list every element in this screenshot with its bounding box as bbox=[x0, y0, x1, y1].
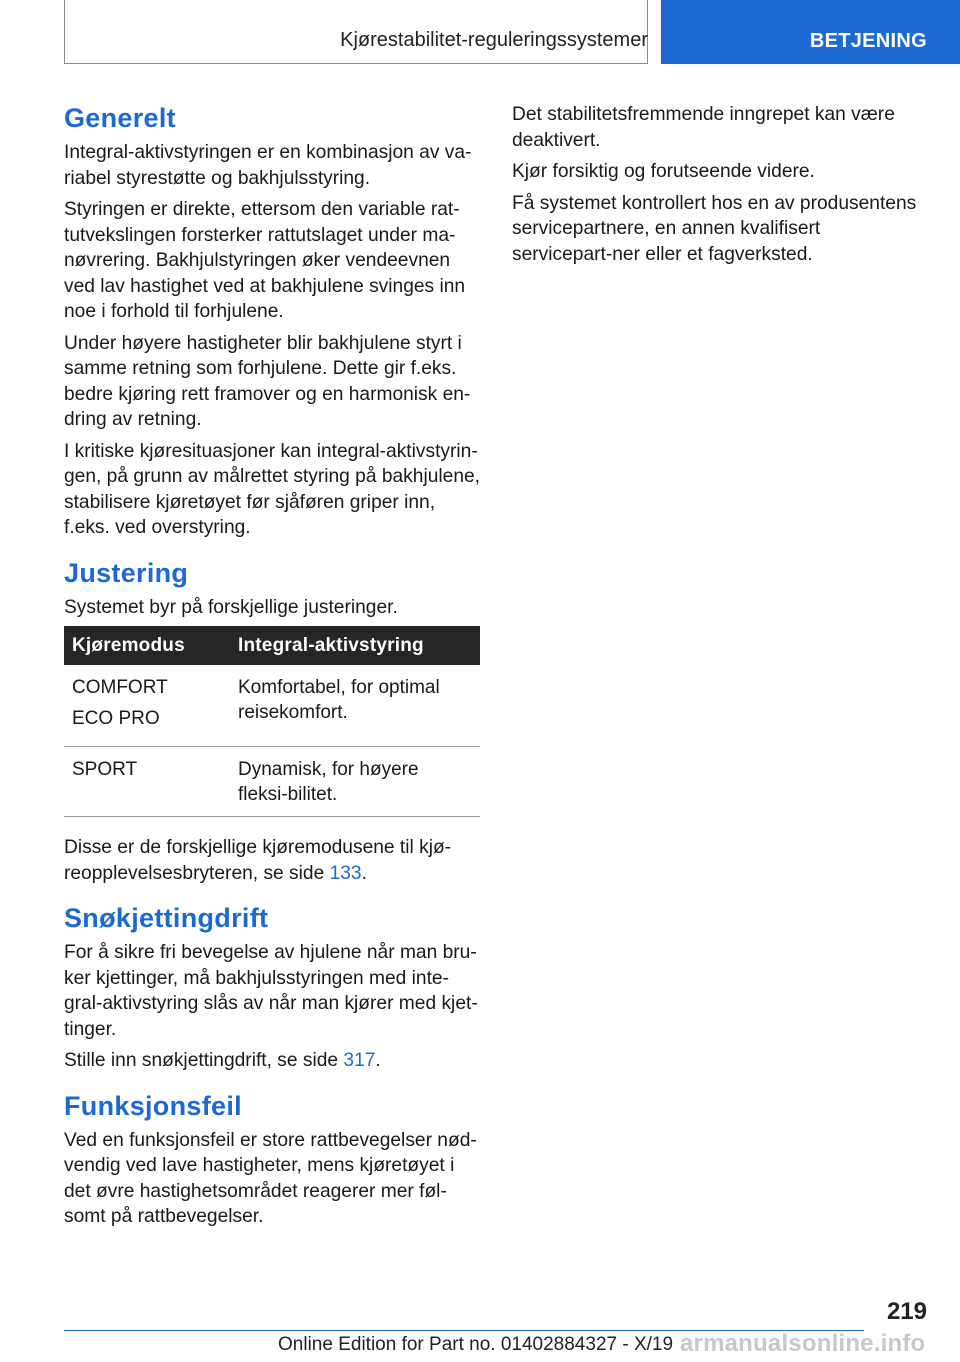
paragraph bbox=[64, 1048, 482, 1074]
mode-eco-pro: ECO PRO bbox=[72, 708, 160, 729]
heading-snokjetting: Snøkjettingdrift bbox=[64, 903, 269, 933]
left-column bbox=[64, 100, 482, 1244]
table-cell-value: Komfortabel, for optimal reisekomfort. bbox=[230, 665, 480, 747]
paragraph: Få systemet kontrollert hos en av produsentens servicepartnere, en annen kvalifisert servicepart-ner eller et fagverksted. bbox=[512, 192, 917, 265]
paragraph: Ved en funksjonsfeil er store rattbevegelser nød-vendig ved lave hastigheter, mens kjøretøyet i det øvre hastighetsområdet reagerer mer føl-somt på rattbevegelser. bbox=[64, 1129, 477, 1227]
paragraph: Systemet byr på forskjellige justeringer. bbox=[64, 596, 398, 618]
section-snokjetting bbox=[64, 900, 482, 1074]
heading-generelt: Generelt bbox=[64, 103, 176, 133]
watermark: armanualsonline.info bbox=[680, 1330, 926, 1357]
heading-funksjonsfeil: Funksjonsfeil bbox=[64, 1090, 242, 1121]
heading-justering: Justering bbox=[64, 557, 189, 588]
table-cell-mode bbox=[64, 665, 230, 747]
text: Stille inn snøkjettingdrift, se side bbox=[64, 1050, 339, 1071]
table-row bbox=[64, 747, 480, 817]
drive-mode-table bbox=[64, 626, 480, 817]
text: . bbox=[375, 1050, 381, 1071]
paragraph bbox=[64, 835, 482, 886]
page-link-133[interactable]: 133 bbox=[329, 862, 362, 884]
edition-text: Online Edition for Part no. 01402884327 - X/19 bbox=[278, 1334, 674, 1355]
section-justering bbox=[64, 555, 482, 887]
column-header-steering: Integral-aktivstyring bbox=[230, 626, 480, 665]
paragraph: Kjør forsiktig og forutseende videre. bbox=[512, 161, 815, 182]
table-header-row bbox=[64, 626, 480, 665]
section-funksjonsfeil bbox=[64, 1088, 482, 1230]
paragraph: For å sikre fri bevegelse av hjulene når man bru-ker kjettinger, må bakhjulsstyringen med inte-gral-aktivstyring slås av når man kjører med kjet-tinger. bbox=[64, 942, 478, 1040]
page-number: 219 bbox=[886, 1298, 927, 1325]
paragraph: Under høyere hastigheter blir bakhjulene styrt i samme retning som forhjulene. Dette gir f.eks. bedre kjøring rett framover og en harmonisk en-dring av retning. bbox=[64, 332, 471, 430]
paragraph: Styringen er direkte, ettersom den variable rat-tutvekslingen forsterker rattutslaget under ma-nøvrering. Bakhjulstyringen øker vendeevnen ved lav hastighet ved at bakhjulene svinges inn noe i forhold til forhjulene. bbox=[64, 199, 466, 322]
chapter-title: Kjørestabilitet-reguleringssystemer bbox=[340, 29, 648, 51]
column-header-mode: Kjøremodus bbox=[64, 626, 230, 665]
paragraph: I kritiske kjøresituasjoner kan integral-aktivstyrin-gen, på grunn av målrettet styring på bakhjulene, stabilisere kjøretøyet før sjåføren griper inn, f.eks. ved overstyring. bbox=[64, 440, 480, 538]
table-cell-value: Dynamisk, for høyere fleksi-bilitet. bbox=[230, 747, 480, 817]
mode-comfort: COMFORT bbox=[72, 677, 168, 698]
page-link-317[interactable]: 317 bbox=[343, 1050, 376, 1071]
mode-sport: SPORT bbox=[64, 747, 230, 817]
paragraph: Integral-aktivstyringen er en kombinasjon av va-riabel styrestøtte og bakhjulsstyring. bbox=[64, 142, 472, 189]
text: . bbox=[361, 862, 367, 884]
section-generelt bbox=[64, 100, 482, 541]
paragraph: Det stabilitetsfremmende inngrepet kan være deaktivert. bbox=[512, 104, 895, 151]
text: Disse er de forskjellige kjøremodusene til kjø-reopplevelsesbryteren, se side bbox=[64, 837, 452, 884]
table-row bbox=[64, 665, 480, 747]
right-column bbox=[512, 102, 922, 273]
section-tab[interactable]: BETJENING bbox=[661, 0, 960, 64]
